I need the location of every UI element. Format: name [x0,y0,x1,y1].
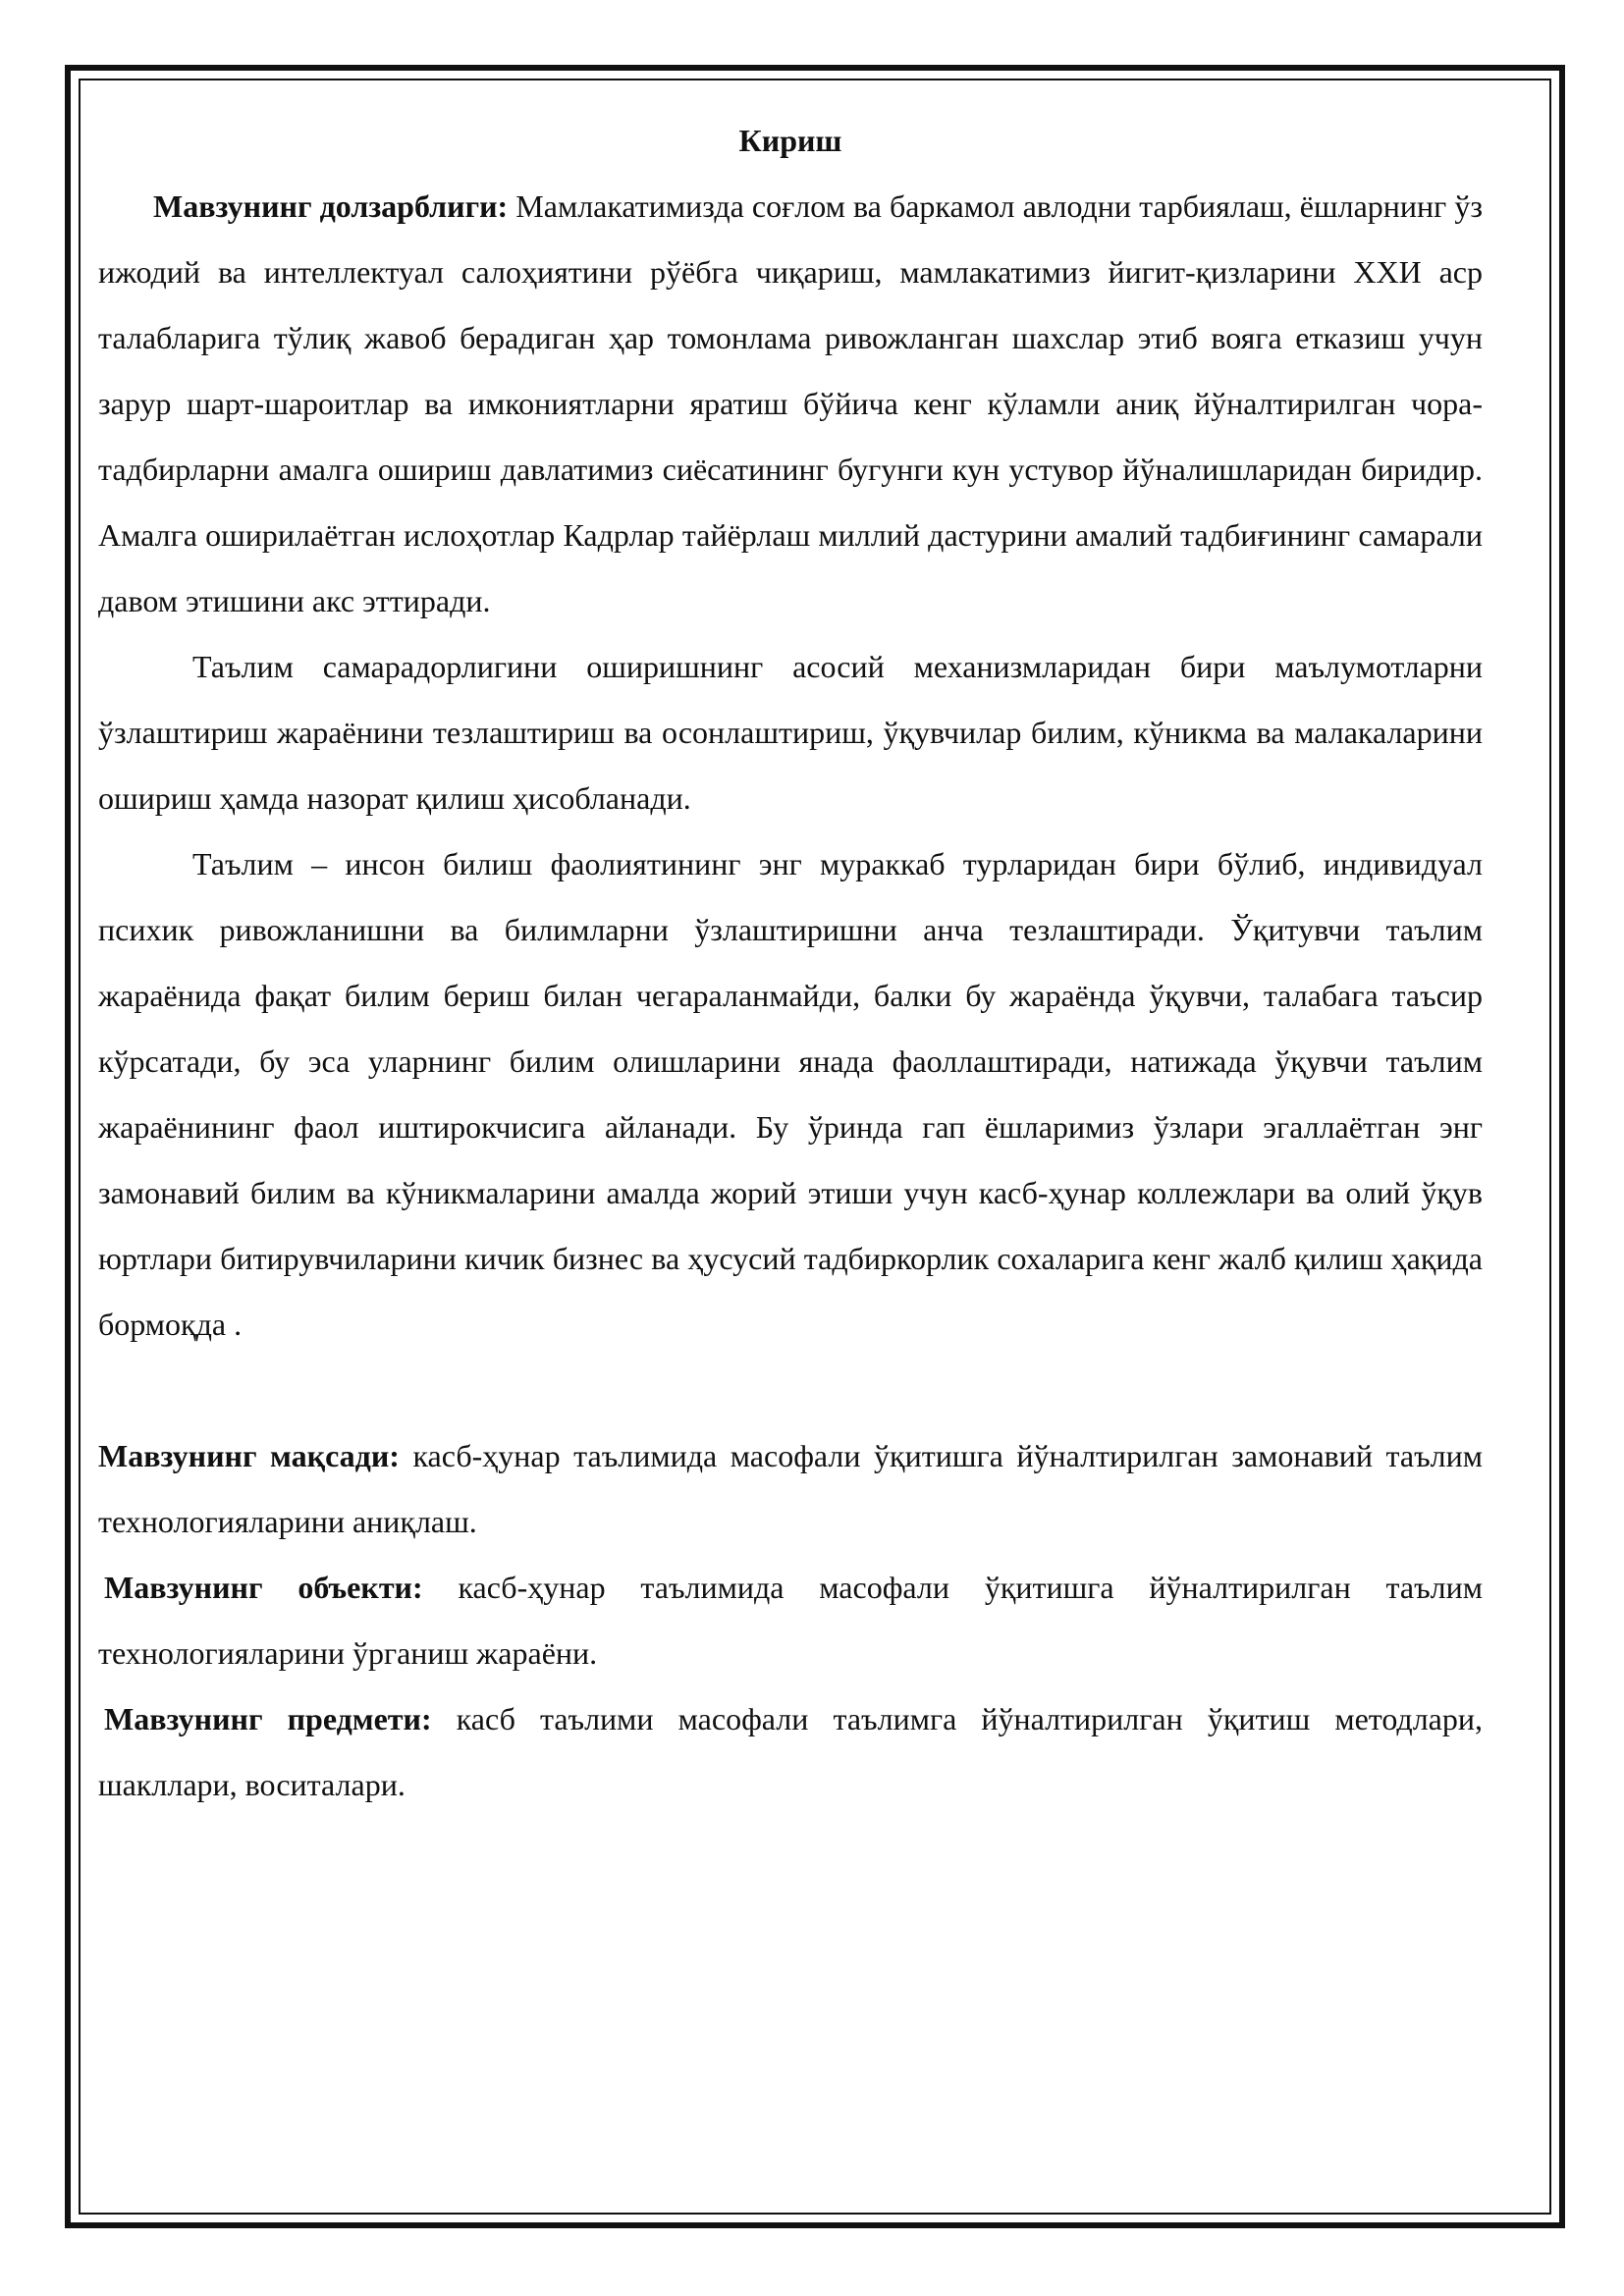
goal-paragraph [98,1423,1483,1555]
object-paragraph [98,1555,1483,1686]
spacer [98,1358,1483,1423]
page-title: Кириш [738,123,842,158]
relevance-text: Мамлакатимизда соғлом ва баркамол авлодни тарбиялаш, ёшларнинг ўз ижодий ва интеллектуал салоҳиятини рўёбга чиқариш, мамлакатимиз йигит-қизларини XXИ аср талабларига тўлиқ жавоб берадиган ҳар томонлама ривожланган шахслар этиб вояга етказиш учун зарур шарт-шароитлар ва имкониятларни яратиш бўйича кенг кўламли аниқ йўналтирилган чора-тадбирларни амалга ошириш давлатимиз сиёсатининг бугунги кун устувор йўналишларидан биридир. Амалга оширилаётган ислоҳотлар Кадрлар тайёрлаш миллий дастурини амалий тадбиғининг самарали давом этишини акс эттиради. [98,188,1484,618]
goal-label: Мавзунинг мақсади: [98,1438,400,1473]
subject-label: Мавзунинг предмети: [104,1701,432,1736]
relevance-paragraph [98,174,1483,634]
relevance-label: Мавзунинг долзарблиги: [153,188,509,224]
subject-paragraph [98,1686,1483,1818]
goal-text: касб-ҳунар таълимида масофали ўқитишга йўналтирилган замонавий таълим технологияларини аниқлаш. [98,1438,1484,1539]
paragraph-3: Таълим – инсон билиш фаолиятининг энг мураккаб турларидан бири бўлиб, индивидуал психик ривожланишни ва билимларни ўзлаштиришни анча тезлаштиради. Ўқитувчи таълим жараёнида фақат билим бериш билан чегараланмайди, балки бу жараёнда ўқувчи, талабага таъсир кўрсатади, бу эса уларнинг билим олишларини янада фаоллаштиради, натижада ўқувчи таълим жараёнининг фаол иштирокчисига айланади. Бу ўринда гап ёшларимиз ўзлари эгаллаётган энг замонавий билим ва кўникмаларини амалда жорий этиши учун касб-ҳунар коллежлари ва олий ўқув юртлари битирувчиларини кичик бизнес ва ҳусусий тадбиркорлик сохаларига кенг жалб қилиш ҳақида бормоқда . [98,846,1483,1342]
object-label: Мавзунинг объекти: [104,1570,423,1605]
object-text: касб-ҳунар таълимида масофали ўқитишга йўналтирилган таълим технологияларини ўрганиш жараёни. [98,1570,1484,1671]
document-body [98,108,1483,1818]
paragraph-2: Таълим самарадорлигини оширишнинг асосий механизмларидан бири маълумотларни ўзлаштириш жараёнини тезлаштириш ва осонлаштириш, ўқувчилар билим, кўникма ва малакаларини ошириш ҳамда назорат қилиш ҳисобланади. [98,649,1483,816]
subject-text: касб таълими масофали таълимга йўналтирилган ўқитиш методлари, шакллари, воситалари. [98,1701,1484,1802]
